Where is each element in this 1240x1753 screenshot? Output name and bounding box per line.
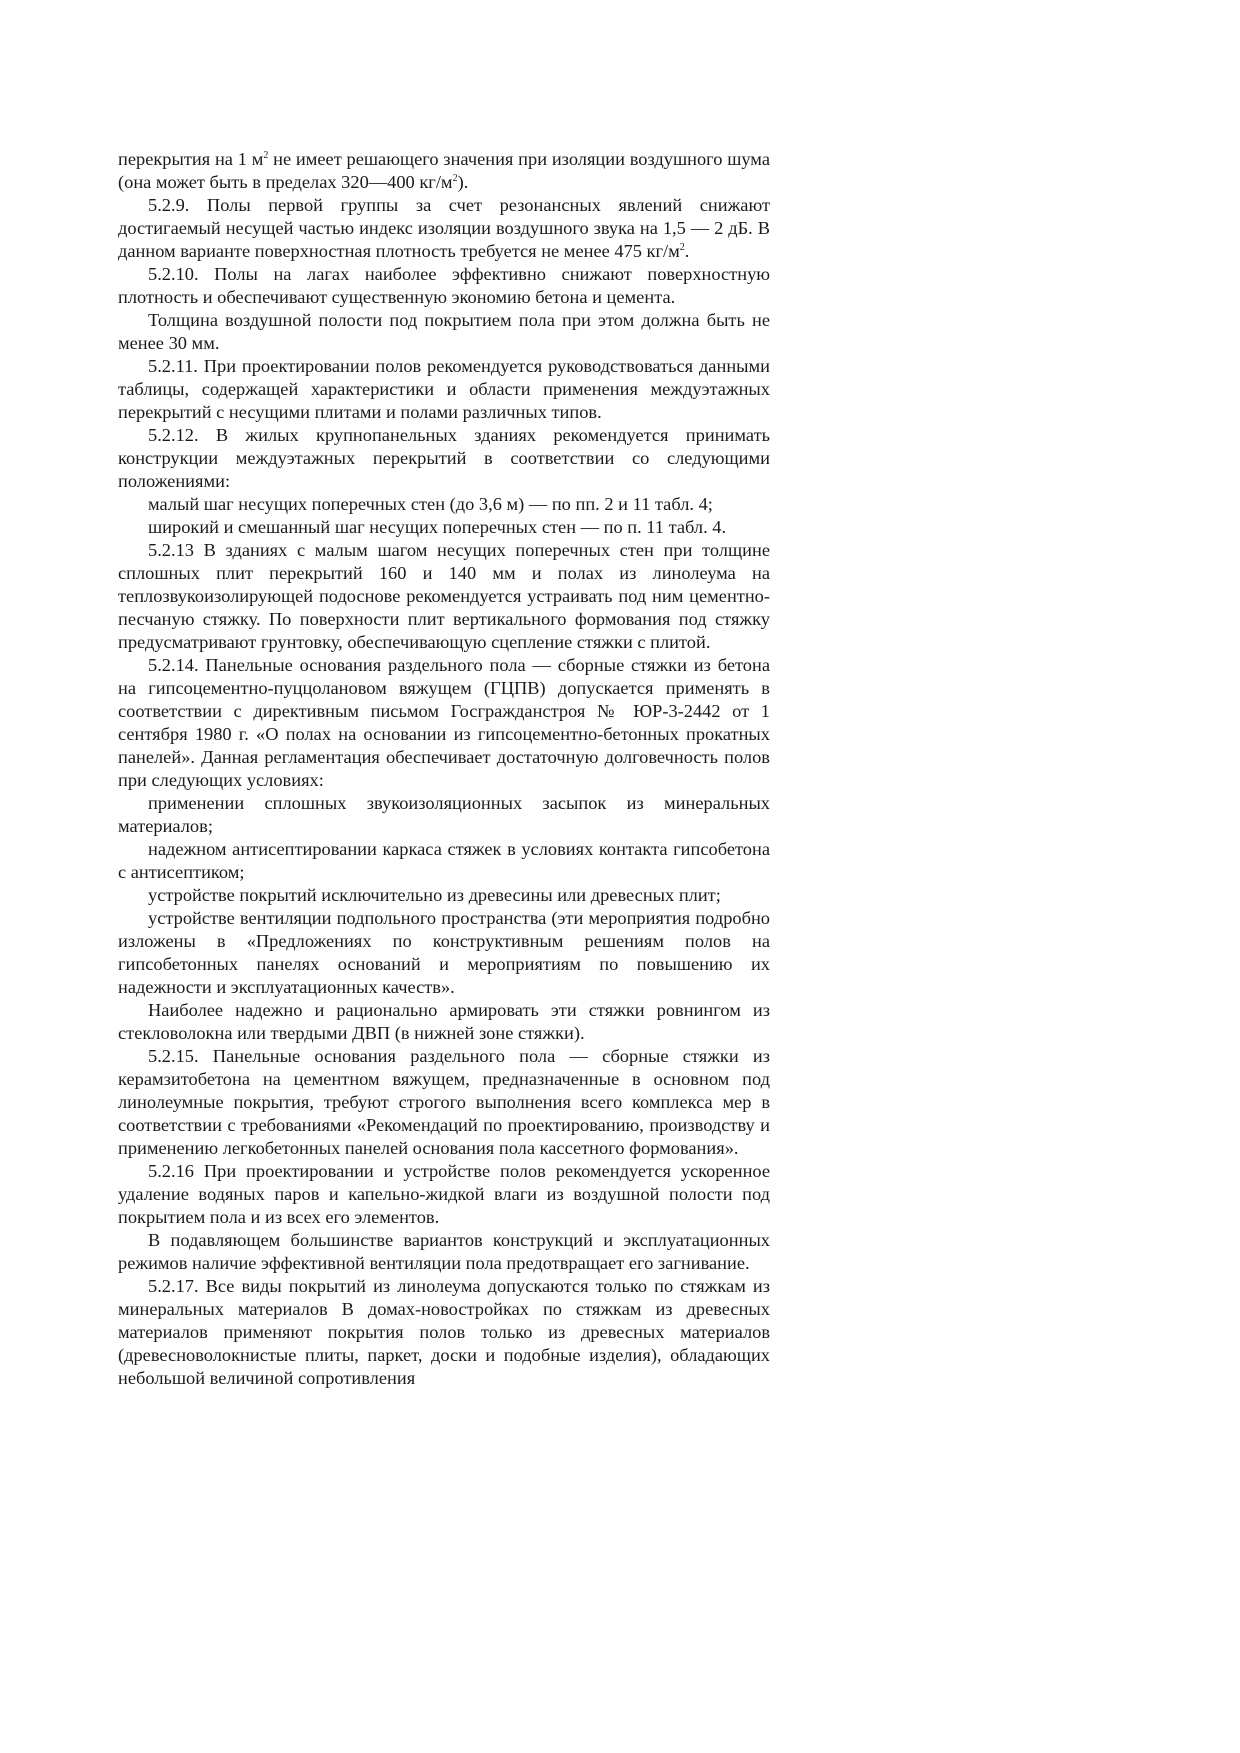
text-run: Толщина воздушной полости под покрытием пола при этом должна быть не менее 30 мм. [118, 310, 770, 353]
superscript: 2 [452, 172, 458, 184]
document-page [118, 148, 770, 1390]
paragraph [118, 148, 770, 194]
superscript: 2 [679, 241, 685, 253]
paragraph [118, 1229, 770, 1275]
text-run: . [684, 241, 690, 261]
text-run: 5.2.11. При проектировании полов рекомендуется руководствоваться данными таблицы, содержащей характеристики и области применения междуэтажных перекрытий с несущими плитами и полами различных типов. [118, 356, 770, 422]
text-run: устройстве вентиляции подпольного пространства (эти мероприятия подробно изложены в «Предложениях по конструктивным решениям полов на гипсобетонных панелях оснований и мероприятиям по повышению их надежности и эксплуатационных качеств». [118, 908, 770, 997]
text-run: устройстве покрытий исключительно из древесины или древесных плит; [148, 885, 721, 905]
text-run: малый шаг несущих поперечных стен (до 3,6 м) — по пп. 2 и 11 табл. 4; [148, 494, 713, 514]
text-run: не имеет решающего значения при изоляции воздушного шума (она может быть в пределах 320—400 кг/м [118, 149, 770, 192]
text-run: 5.2.14. Панельные основания раздельного пола — сборные стяжки из бетона на гипсоцементно-пуццолановом вяжущем (ГЦПВ) допускается применять в соответствии с директивным письмом Госгражданстроя № ЮР-3-2442 от 1 сентября 1980 г. «О полах на основании из гипсоцементно-бетонных прокатных панелей». Данная регламентация обеспечивает достаточную долговечность полов при следующих условиях: [118, 655, 770, 790]
paragraph [118, 194, 770, 263]
paragraph [118, 516, 770, 539]
paragraph [118, 907, 770, 999]
text-run: широкий и смешанный шаг несущих поперечных стен — по п. 11 табл. 4. [148, 517, 727, 537]
paragraph [118, 539, 770, 654]
text-run: Наиболее надежно и рационально армировать эти стяжки ровнингом из стекловолокна или твердыми ДВП (в нижней зоне стяжки). [118, 1000, 770, 1043]
paragraph [118, 838, 770, 884]
paragraph [118, 654, 770, 792]
paragraph [118, 309, 770, 355]
text-run: В подавляющем большинстве вариантов конструкций и эксплуатационных режимов наличие эффективной вентиляции пола предотвращает его загнивание. [118, 1230, 770, 1273]
paragraph [118, 1160, 770, 1229]
text-run: ). [457, 172, 469, 192]
text-run: надежном антисептировании каркаса стяжек в условиях контакта гипсобетона с антисептиком; [118, 839, 770, 882]
paragraph [118, 792, 770, 838]
paragraph [118, 424, 770, 493]
text-run: 5.2.10. Полы на лагах наиболее эффективно снижают поверхностную плотность и обеспечивают существенную экономию бетона и цемента. [118, 264, 770, 307]
paragraph [118, 999, 770, 1045]
paragraph [118, 884, 770, 907]
text-run: 5.2.13 В зданиях с малым шагом несущих поперечных стен при толщине сплошных плит перекрытий 160 и 140 мм и полах из линолеума на теплозвукоизолирующей подоснове рекомендуется устраивать под ним цементно-песчаную стяжку. По поверхности плит вертикального формования под стяжку предусматривают грунтовку, обеспечивающую сцепление стяжки с плитой. [118, 540, 770, 652]
paragraph [118, 1045, 770, 1160]
text-run: 5.2.9. Полы первой группы за счет резонансных явлений снижают достигаемый несущей частью индекс изоляции воздушного звука на 1,5 — 2 дБ. В данном варианте поверхностная плотность требуется не менее 475 кг/м [118, 195, 770, 261]
text-run: 5.2.15. Панельные основания раздельного пола — сборные стяжки из керамзитобетона на цементном вяжущем, предназначенные в основном под линолеумные покрытия, требуют строгого выполнения всего комплекса мер в соответствии с требованиями «Рекомендаций по проектированию, производству и применению легкобетонных панелей основания пола кассетного формования». [118, 1046, 770, 1158]
text-run: 5.2.16 При проектировании и устройстве полов рекомендуется ускоренное удаление водяных паров и капельно-жидкой влаги из воздушной полости под покрытием пола и из всех его элементов. [118, 1161, 770, 1227]
paragraph [118, 263, 770, 309]
superscript: 2 [263, 149, 269, 161]
text-run: 5.2.12. В жилых крупнопанельных зданиях рекомендуется принимать конструкции междуэтажных перекрытий в соответствии со следующими положениями: [118, 425, 770, 491]
text-run: 5.2.17. Все виды покрытий из линолеума допускаются только по стяжкам из минеральных материалов В домах-новостройках по стяжкам из древесных материалов применяют покрытия полов только из древесных материалов (древесноволокнистые плиты, паркет, доски и подобные изделия), обладающих небольшой величиной сопротивления [118, 1276, 770, 1388]
paragraph [118, 493, 770, 516]
paragraph [118, 355, 770, 424]
text-run: применении сплошных звукоизоляционных засыпок из минеральных материалов; [118, 793, 770, 836]
paragraph [118, 1275, 770, 1390]
text-run: перекрытия на 1 м [118, 149, 264, 169]
